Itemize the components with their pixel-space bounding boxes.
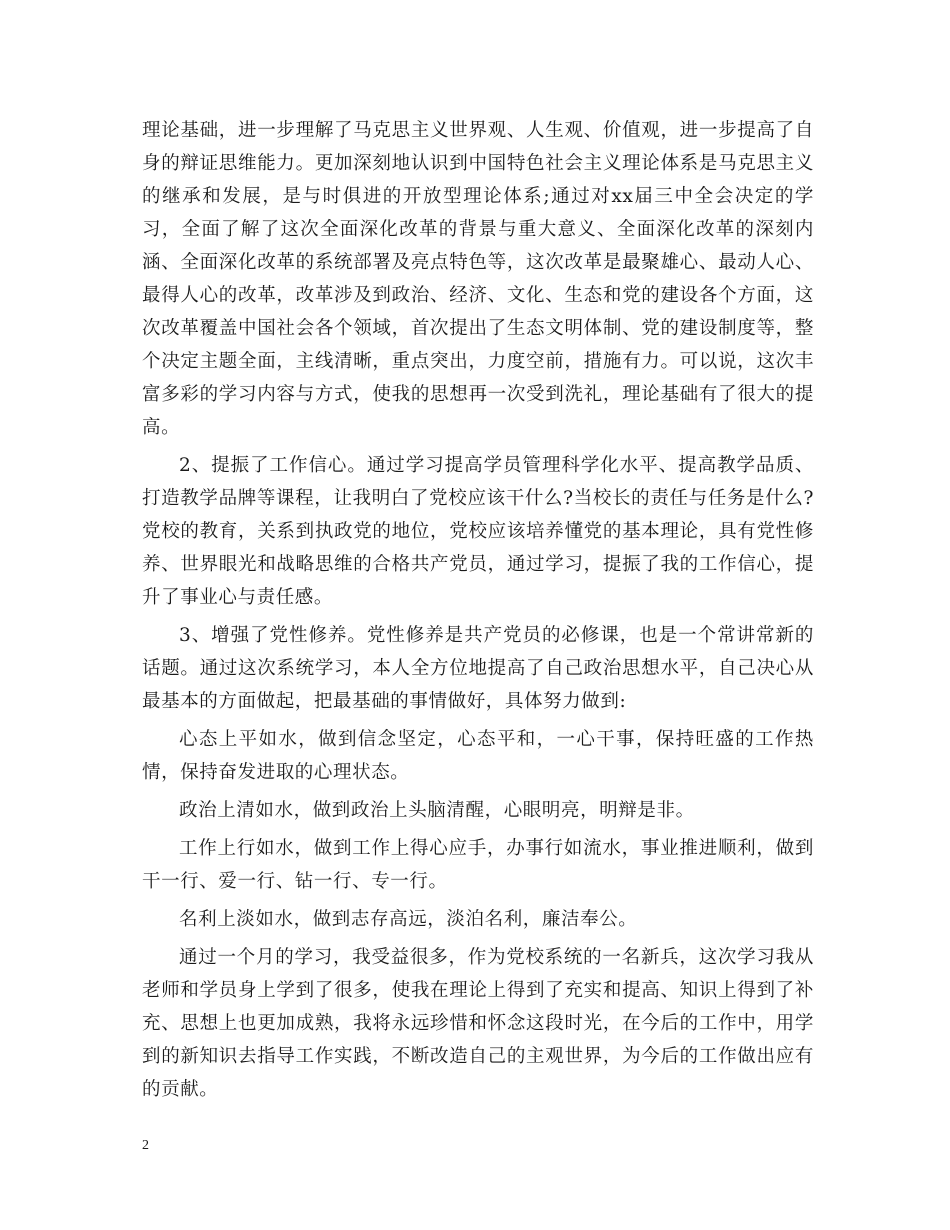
paragraph-work: 工作上行如水，做到工作上得心应手，办事行如流水，事业推进顺利，做到干一行、爱一行、钻一行、专一行。 xyxy=(142,838,814,892)
paragraph-party-cultivation: 3、增强了党性修养。党性修养是共产党员的必修课，也是一个常讲常新的话题。通过这次系统学习，本人全方位地提高了自己政治思想水平，自己决心从最基本的方面做起，把最基础的事情做好，具体努力做到: xyxy=(142,625,814,712)
page-number: 2 xyxy=(142,1138,149,1153)
paragraph-politics: 政治上清如水，做到政治上头脑清醒，心眼明亮，明辩是非。 xyxy=(179,800,695,821)
paragraph-theory-foundation: 理论基础，进一步理解了马克思主义世界观、人生观、价值观，进一步提高了自身的辩证思维能力。更加深刻地认识到中国特色社会主义理论体系是马克思主义的继承和发展，是与时俱进的开放型理论体系;通过对xx届三中全会决定的学习，全面了解了这次全面深化改革的背景与重大意义、全面深化改革的深刻内涵、全面深化改革的系统部署及亮点特色等，这次改革是最聚雄心、最动人心、最得人心的改革，改革涉及到政治、经济、文化、生态和党的建设各个方面，这次改革覆盖中国社会各个领域，首次提出了生态文明体制、党的建设制度等，整个决定主题全面，主线清晰，重点突出，力度空前，措施有力。可以说，这次丰富多彩的学习内容与方式，使我的思想再一次受到洗礼，理论基础有了很大的提高。 xyxy=(142,120,814,438)
paragraph-conclusion: 通过一个月的学习，我受益很多，作为党校系统的一名新兵，这次学习我从老师和学员身上学到了很多，使我在理论上得到了充实和提高、知识上得到了补充、思想上也更加成熟，我将永远珍惜和怀念这段时光，在今后的工作中，用学到的新知识去指导工作实践，不断改造自己的主观世界，为今后的工作做出应有的贡献。 xyxy=(142,947,814,1100)
paragraph-work-confidence: 2、提振了工作信心。通过学习提高学员管理科学化水平、提高教学品质、打造教学品牌等课程，让我明白了党校应该干什么?当校长的责任与任务是什么?党校的教育，关系到执政党的地位，党校应该培养懂党的基本理论，具有党性修养、世界眼光和战略思维的合格共产党员，通过学习，提振了我的工作信心，提升了事业心与责任感。 xyxy=(142,455,814,608)
paragraph-fame-gain: 名利上淡如水，做到志存高远，淡泊名利，廉洁奉公。 xyxy=(179,909,638,930)
paragraph-mindset: 心态上平如水，做到信念坚定，心态平和，一心干事，保持旺盛的工作热情，保持奋发进取的心理状态。 xyxy=(142,729,814,783)
document-body xyxy=(142,114,814,1111)
